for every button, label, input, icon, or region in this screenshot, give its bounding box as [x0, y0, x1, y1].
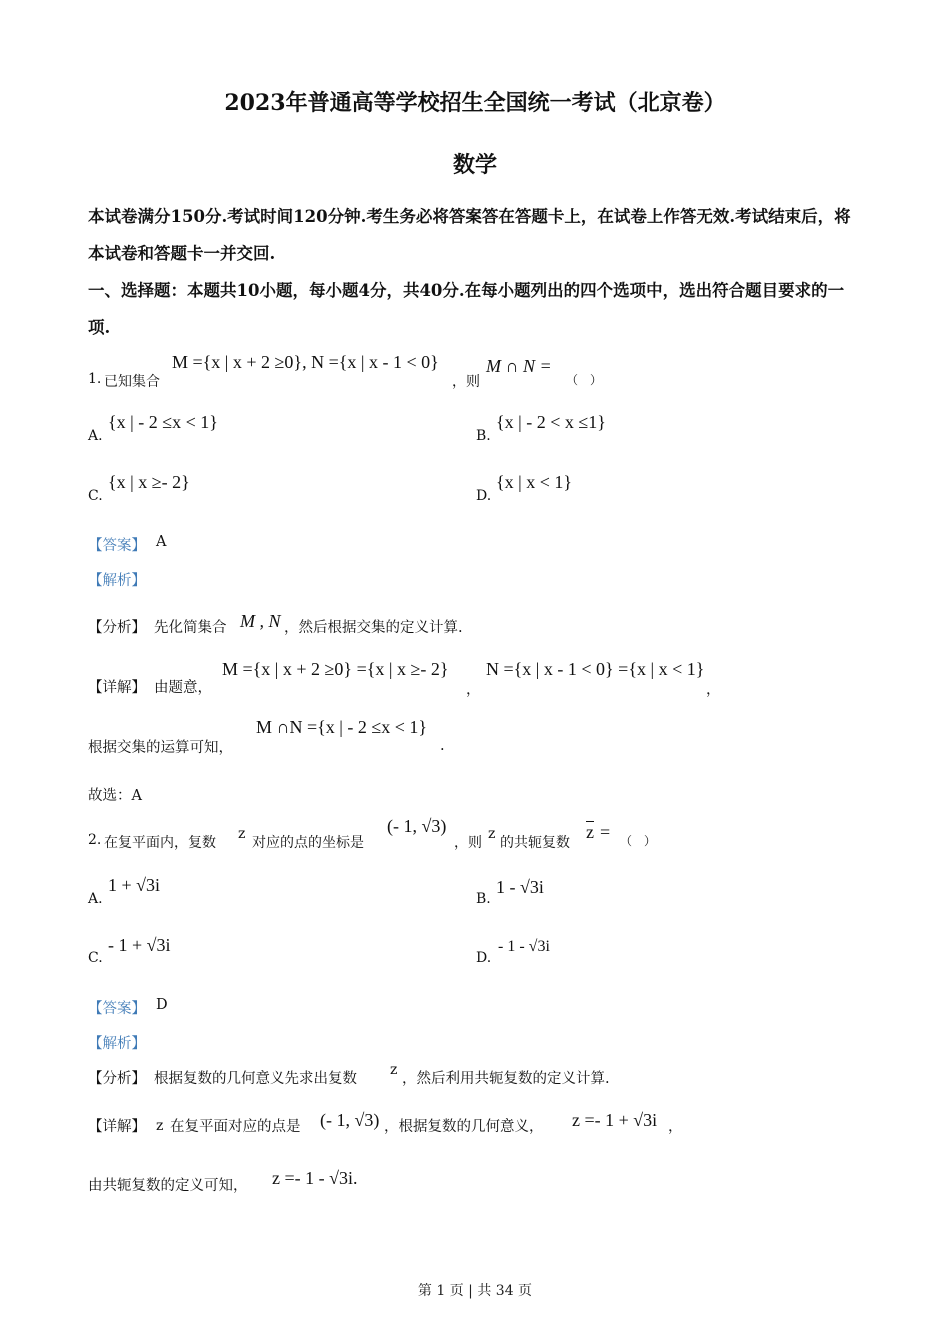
q2-text-d: 的共轭复数	[500, 835, 570, 851]
q2-detail-line2-text: 由共轭复数的定义可知，	[88, 1178, 248, 1194]
q1-option-d-letter: D.	[476, 488, 492, 504]
q2-option-b-value: 1 - √3i	[496, 877, 544, 897]
q1-fenxi-math: M , N	[240, 611, 281, 631]
q1-blank: （ ）	[566, 373, 603, 387]
page-number: 第 1 页 | 共 34 页	[417, 1283, 533, 1299]
q1-answer-value: A	[156, 534, 167, 550]
q2-answer-label: 【答案】	[88, 1001, 146, 1017]
q2-equals: =	[600, 822, 611, 842]
q1-number: 1.	[88, 371, 102, 387]
q2-answer-value: D	[156, 997, 168, 1013]
q1-middle: ，则	[452, 374, 480, 390]
exam-title: 2023年普通高等学校招生全国统一考试（北京卷）	[224, 90, 726, 116]
q1-option-a-value: {x | - 2 ≤x < 1}	[108, 412, 218, 432]
q1-option-c-letter: C.	[88, 488, 103, 504]
q2-fenxi-text: 根据复数的几何意义先求出复数	[154, 1071, 357, 1087]
q2-option-a-letter: A.	[88, 891, 103, 907]
q1-option-b-letter: B.	[476, 428, 491, 444]
q2-detail-var: z	[156, 1118, 164, 1134]
subject-title: 数学	[452, 152, 497, 178]
q2-fenxi-label: 【分析】	[88, 1071, 146, 1087]
q2-text-b: 对应的点的坐标是	[252, 835, 364, 851]
q1-fenxi-text-b: ，然后根据交集的定义计算.	[284, 620, 463, 636]
q1-sets-math: M ={x | x + 2 ≥0}, N ={x | x - 1 < 0}	[172, 352, 439, 372]
q1-detail-line2-text: 根据交集的运算可知，	[88, 740, 233, 756]
q2-option-c-letter: C.	[88, 950, 103, 966]
q2-detail-line2-math: z =- 1 - √3i.	[272, 1168, 358, 1188]
q1-detail-label: 【详解】	[88, 680, 146, 696]
exam-notice: 本试卷满分150分.考试时间120分钟.考生务必将答案答在答题卡上，在试卷上作答无效.考试结束后，将本试卷和答题卡一并交回.	[88, 207, 851, 263]
q1-answer-label: 【答案】	[88, 538, 146, 554]
q1-detail-sep: ，	[466, 682, 481, 698]
q2-blank: （ ）	[620, 834, 657, 848]
q2-text-c: ，则	[454, 835, 482, 851]
section-1-heading: 一、选择题：本题共10小题，每小题4分，共40分.在每小题列出的四个选项中，选出符合题目要求的一项.	[88, 281, 845, 337]
q2-detail-label: 【详解】	[88, 1119, 146, 1135]
q1-fenxi-label: 【分析】	[88, 620, 146, 636]
q1-intersection-math: M ∩ N =	[486, 356, 552, 376]
q1-detail-line2-math: M ∩N ={x | - 2 ≤x < 1}	[256, 717, 428, 737]
q2-option-c-value: - 1 + √3i	[108, 935, 171, 955]
q1-option-a-letter: A.	[88, 428, 103, 444]
q2-option-a-value: 1 + √3i	[108, 875, 161, 895]
q1-detail-math-n: N ={x | x - 1 < 0} ={x | x < 1}	[486, 659, 705, 679]
q2-point: (- 1, √3)	[387, 816, 447, 836]
q2-number: 2.	[88, 832, 102, 848]
q2-detail-text-b: ，根据复数的几何意义，	[384, 1119, 544, 1135]
q2-zbar: $\overline{z}$	[586, 822, 594, 842]
q2-prefix: 在复平面内，复数	[104, 835, 216, 851]
q2-detail-end: ，	[668, 1119, 683, 1135]
q2-detail-math: z =- 1 + √3i	[572, 1110, 658, 1130]
q2-fenxi-var: z	[390, 1062, 398, 1078]
q1-detail-math-m: M ={x | x + 2 ≥0} ={x | x ≥- 2}	[222, 659, 449, 679]
q2-analysis-label: 【解析】	[88, 1036, 146, 1052]
q1-fenxi-text-a: 先化简集合	[154, 620, 227, 636]
q1-analysis-label: 【解析】	[88, 573, 146, 589]
q1-option-d-value: {x | x < 1}	[496, 472, 573, 492]
q1-option-b-value: {x | - 2 < x ≤1}	[496, 412, 606, 432]
q2-fenxi-text-b: ，然后利用共轭复数的定义计算.	[402, 1071, 610, 1087]
q2-option-d-value: - 1 - √3i	[498, 938, 550, 955]
q2-option-b-letter: B.	[476, 891, 491, 907]
q1-option-c-value: {x | x ≥- 2}	[108, 472, 190, 492]
q1-detail-end: ，	[706, 682, 721, 698]
q2-var-z: z	[238, 826, 246, 842]
q2-option-d-letter: D.	[476, 950, 492, 966]
q1-detail-text-a: 由题意，	[154, 680, 212, 696]
q1-conclusion: 故选：A	[88, 788, 142, 804]
q1-prefix: 已知集合	[104, 374, 160, 390]
q2-detail-text-a: 在复平面对应的点是	[170, 1119, 301, 1135]
q1-detail-line2-end: .	[440, 738, 445, 754]
q2-var-z2: z	[488, 826, 496, 842]
q2-detail-point: (- 1, √3)	[320, 1110, 380, 1130]
